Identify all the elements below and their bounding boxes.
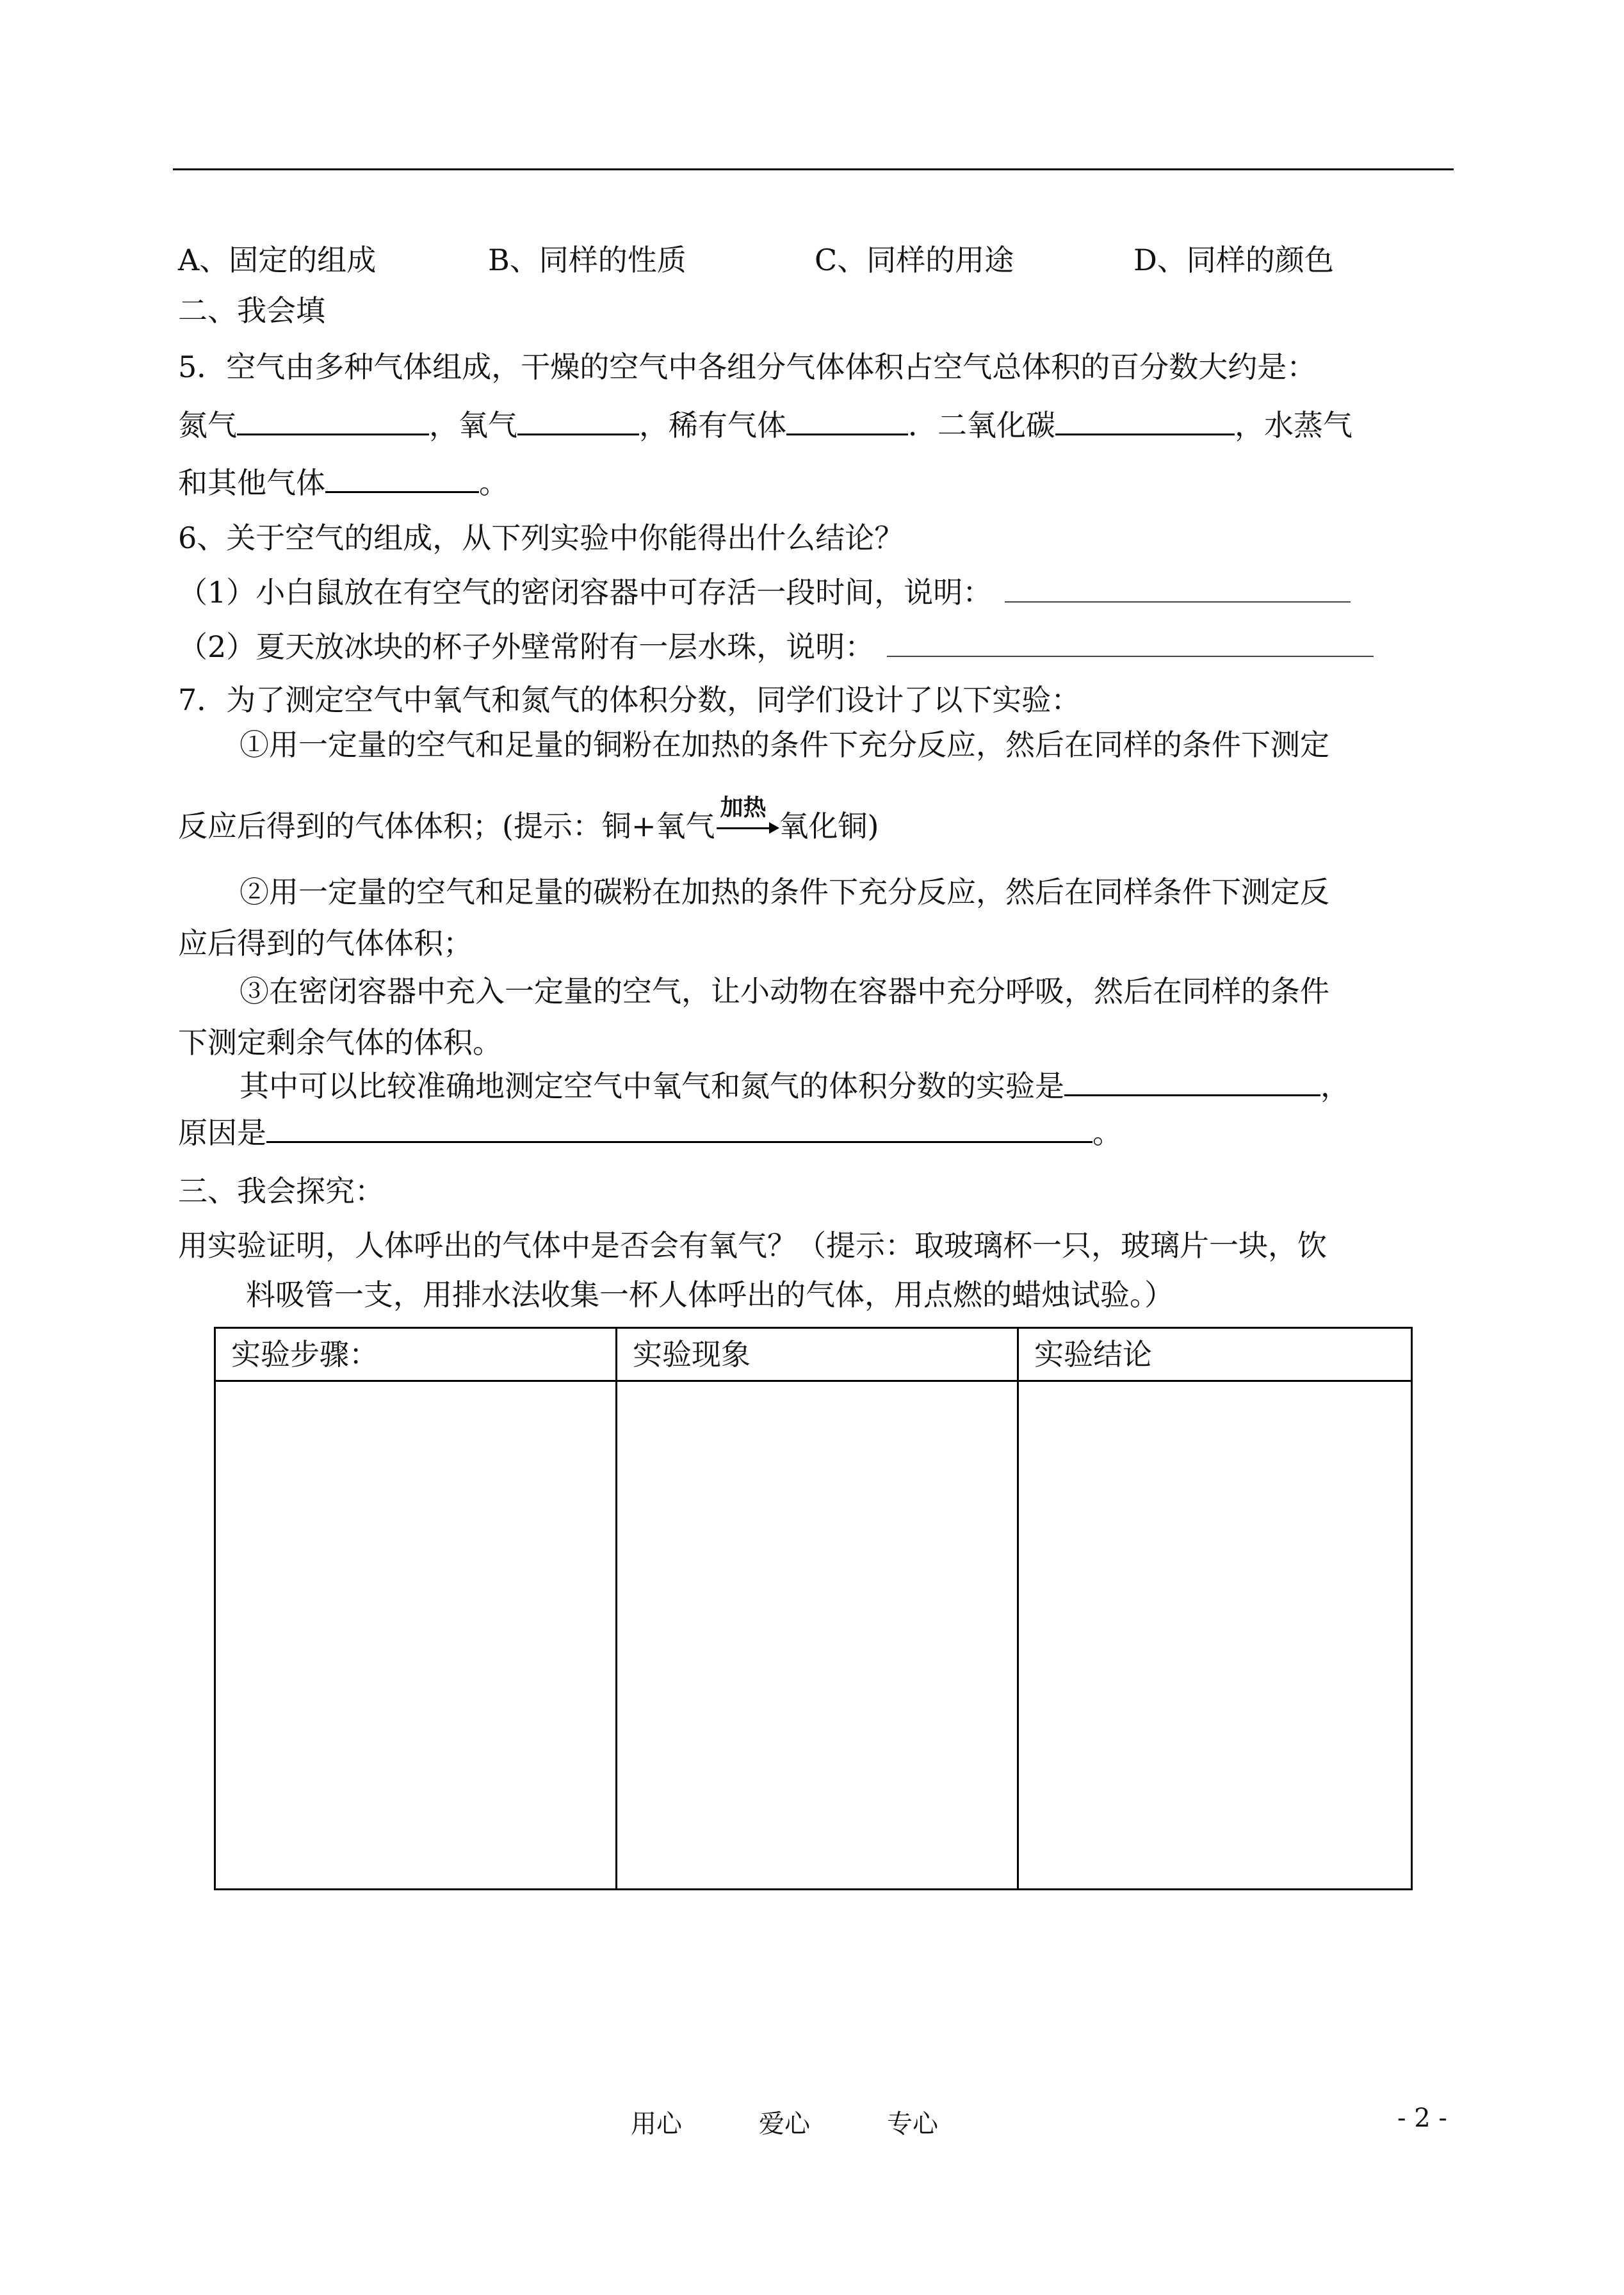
footer-slogan-1: 用心: [631, 2109, 682, 2139]
q5-co2-blank[interactable]: [1055, 405, 1235, 435]
section-3-prompt-line2: 料吸管一支，用排水法收集一杯人体呼出的气体，用点燃的蜡烛试验。）: [246, 1277, 1174, 1312]
q7-ask-line1: 其中可以比较准确地测定空气中氧气和氮气的体积分数的实验是 ，: [240, 1066, 1350, 1105]
footer-slogan-2: 爱心: [759, 2109, 810, 2139]
q5-others-label: 和其他气体: [178, 466, 325, 500]
q5-water-vapor-label: ，水蒸气: [1235, 408, 1352, 442]
q6-stem: 6、关于空气的组成，从下列实验中你能得出什么结论？: [178, 521, 904, 555]
q6-item-1-blank[interactable]: [1005, 573, 1351, 603]
q5-nitrogen-blank[interactable]: [237, 405, 429, 435]
q7-stem: 7．为了测定空气中氧气和氮气的体积分数，同学们设计了以下实验：: [178, 683, 1081, 717]
q7-reason-blank[interactable]: [266, 1113, 1092, 1143]
header-rule: [173, 168, 1454, 170]
experiment-table: [214, 1327, 1413, 1890]
section-3-title: 三、我会探究：: [178, 1174, 384, 1208]
header-conclusion: 实验结论: [1018, 1328, 1412, 1381]
table-header-row: [215, 1328, 1412, 1381]
heating-arrow: [715, 795, 779, 845]
heating-label: 加热: [720, 795, 767, 821]
section-2-title: 二、我会填: [178, 293, 325, 328]
q6-item-1: （1）小白鼠放在有空气的密闭容器中可存活一段时间，说明：: [178, 573, 1351, 612]
q7-exp1-line1: ①用一定量的空气和足量的铜粉在加热的条件下充分反应，然后在同样的条件下测定: [240, 727, 1329, 762]
q7-experiment-blank[interactable]: [1064, 1066, 1320, 1096]
q6-item-2: （2）夏天放冰块的杯子外壁常附有一层水珠，说明：: [178, 628, 1374, 666]
q6-item-2-blank[interactable]: [887, 628, 1374, 657]
q7-ask-line2: 原因是 。: [178, 1113, 1122, 1152]
cell-steps[interactable]: [215, 1381, 617, 1890]
q5-oxygen-blank[interactable]: [517, 405, 639, 435]
option-d: D、同样的颜色: [1133, 243, 1334, 277]
cell-phenomenon[interactable]: [617, 1381, 1018, 1890]
table-row: [215, 1381, 1412, 1890]
q7-exp2-line1: ②用一定量的空气和足量的碳粉在加热的条件下充分反应，然后在同样条件下测定反: [240, 875, 1329, 909]
q5-others-blank[interactable]: [325, 463, 479, 493]
option-b: B、同样的性质: [488, 243, 686, 277]
q5-co2-label: ．二氧化碳: [908, 408, 1055, 442]
page-number: - 2 -: [1397, 2104, 1447, 2133]
header-phenomenon: 实验现象: [617, 1328, 1018, 1381]
footer-slogan-3: 专心: [887, 2109, 938, 2139]
q5-nitrogen-label: 氮气: [178, 408, 237, 442]
cell-conclusion[interactable]: [1018, 1381, 1412, 1890]
option-a: A、固定的组成: [178, 243, 377, 277]
option-c: C、同样的用途: [815, 243, 1014, 277]
q7-exp1-line2: 反应后得到的气体体积；(提示：铜+氧气 加热 氧化铜): [178, 807, 879, 845]
q7-exp3-line2: 下测定剩余气体的体积。: [178, 1025, 502, 1060]
q5-rare-gas-label: ，稀有气体: [639, 408, 786, 442]
q5-end: 。: [479, 466, 508, 500]
header-steps: 实验步骤：: [215, 1328, 617, 1381]
section-3-prompt-line1: 用实验证明，人体呼出的气体中是否会有氧气？（提示：取玻璃杯一只，玻璃片一块，饮: [178, 1228, 1327, 1263]
q7-exp3-line1: ③在密闭容器中充入一定量的空气，让小动物在容器中充分呼吸，然后在同样的条件: [240, 974, 1329, 1009]
q5-blanks-line: [178, 405, 1352, 444]
q5-oxygen-label: ，氧气: [429, 408, 517, 442]
q7-exp2-line2: 应后得到的气体体积；: [178, 926, 473, 961]
q5-stem: 5．空气由多种气体组成，干燥的空气中各组分气体体积占空气总体积的百分数大约是：: [178, 350, 1317, 384]
q5-rare-gas-blank[interactable]: [786, 405, 908, 435]
q5-others-line: [178, 463, 508, 502]
